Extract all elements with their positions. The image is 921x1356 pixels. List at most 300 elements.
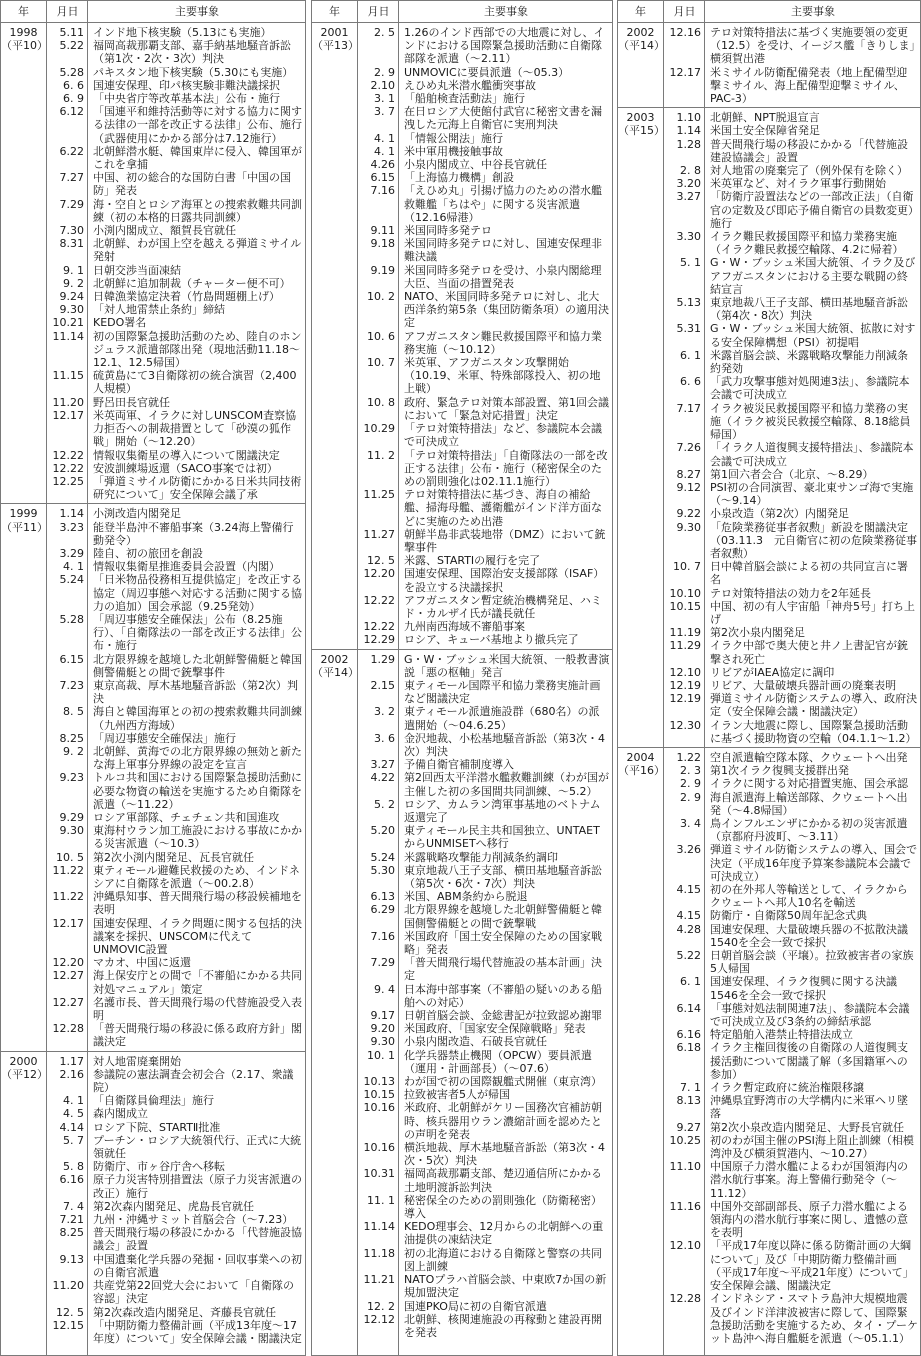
event-date: 1.14 xyxy=(676,124,701,138)
event-date: 6.14 xyxy=(676,1001,701,1015)
table-row xyxy=(663,975,920,1001)
table-row xyxy=(357,528,612,554)
table-row xyxy=(663,923,920,949)
event-date: 3. 6 xyxy=(374,731,395,745)
table-row xyxy=(46,547,305,560)
event-date: 7.17 xyxy=(676,401,701,415)
event-date: 7.30 xyxy=(59,224,84,238)
event-date: 10. 6 xyxy=(367,329,395,343)
event-date: 2. 8 xyxy=(680,164,701,178)
table-row xyxy=(46,79,305,92)
event-date: 6.15 xyxy=(370,171,395,185)
table-row xyxy=(357,184,612,224)
event-date: 5.24 xyxy=(370,850,395,864)
event-date: 5. 8 xyxy=(63,1160,84,1174)
event-text: 「テロ対策特措法」など、参議院本会議で可決成立 xyxy=(404,422,602,449)
event-date: 9.12 xyxy=(676,480,701,494)
event-date: 7. 1 xyxy=(680,1081,701,1095)
year-label: 2001 xyxy=(320,26,349,39)
event-date: 10.25 xyxy=(669,1133,701,1147)
event-date: 9.24 xyxy=(59,290,84,304)
event-date: 4.22 xyxy=(370,771,395,785)
table-row xyxy=(46,1121,305,1134)
event-date: 2. 3 xyxy=(680,764,701,778)
event-date: 5.13 xyxy=(676,296,701,310)
event-date: 9.11 xyxy=(370,224,395,238)
table-row xyxy=(46,1200,305,1213)
table-row xyxy=(46,771,305,811)
table-row xyxy=(357,105,612,131)
event-text: 東京地裁八王子支部、横田基地騒音訴訟（第4次・8次）判決 xyxy=(710,296,908,323)
event-date: 1.17 xyxy=(59,1054,84,1068)
event-text: 国連安保理、国際治安支援部隊（ISAF）を設立する決議採択 xyxy=(404,567,605,594)
event-date: 11.25 xyxy=(363,488,395,502)
table-row xyxy=(357,653,612,679)
table-row xyxy=(357,1075,612,1088)
event-list xyxy=(357,653,612,1340)
event-text: 小渕内閣成立、額賀長官就任 xyxy=(93,224,236,238)
event-date: 6. 9 xyxy=(63,92,84,106)
era-label: （平12） xyxy=(1,1067,48,1081)
header-year: 年 xyxy=(635,5,646,18)
event-date: 12.20 xyxy=(52,956,84,970)
year-group xyxy=(312,650,612,1342)
event-date: 9.22 xyxy=(676,507,701,521)
event-text: パキスタン地下核実験（5.30にも実施） xyxy=(93,65,294,79)
event-date: 8. 5 xyxy=(63,705,84,719)
event-text: 米露、STARTⅠの履行を完了 xyxy=(404,554,541,568)
event-text: 米ミサイル防衛配備発表（地上配備型迎撃ミサイル、海上配備型迎撃ミサイル、PAC-3） xyxy=(710,65,908,106)
event-date: 7.21 xyxy=(59,1213,84,1227)
event-text: 北朝鮮、NPT脱退宣言 xyxy=(710,111,820,125)
event-date: 12.30 xyxy=(669,718,701,732)
table-row xyxy=(663,949,920,975)
event-date: 10. 7 xyxy=(673,560,701,574)
event-text: 国連PKO局に初の自衛官派遣 xyxy=(404,1299,547,1313)
event-text: 「船舶検査活動法」施行 xyxy=(404,92,525,106)
table-row xyxy=(46,277,305,290)
event-text: 予備自衛官補制度導入 xyxy=(404,758,514,772)
event-text: G・W・ブッシュ米国大統領、イラク及びアフガニスタンにおける主要な戦闘の終結宣言 xyxy=(710,256,916,296)
event-text: 沖縄県知事、普天間飛行場の移設候補地を表明 xyxy=(93,890,302,917)
year-group xyxy=(1,1052,305,1347)
table-row xyxy=(663,1292,920,1345)
table-row xyxy=(663,817,920,843)
event-date: 12.16 xyxy=(669,26,701,39)
era-label: （平14） xyxy=(312,665,359,679)
event-date: 11.22 xyxy=(52,863,84,877)
event-date: 11.29 xyxy=(669,639,701,653)
event-date: 5. 1 xyxy=(680,256,701,270)
event-text: 中国、初の有人宇宙船「神舟5号」打ち上げ xyxy=(710,599,915,626)
event-text: 化学兵器禁止機関（OPCW）要員派遣（運用・計画部長）（～07.6） xyxy=(404,1048,592,1075)
table-row xyxy=(46,1055,305,1068)
table-row xyxy=(46,316,305,329)
event-date: 12.27 xyxy=(52,969,84,983)
table-row xyxy=(46,224,305,237)
event-text: 「国連平和維持活動等に対する協力に関する法律の一部を改正する法律」公布、施行（武器使用にかかる部分は7.12施行） xyxy=(93,105,302,145)
table-row xyxy=(46,264,305,277)
event-date: 5.20 xyxy=(370,824,395,838)
event-date: 10. 8 xyxy=(367,395,395,409)
event-date: 5.22 xyxy=(676,949,701,963)
header-event: 主要事象 xyxy=(791,5,835,18)
event-text: テロ対策特措法に基づく実施要領の変更（12.5）を受け、イージス艦「きりしま」横須賀出港 xyxy=(710,26,916,66)
event-text: 米英両軍、イラクに対しUNSCOM査察協力拒否への制裁措置として「砂漠の狐作戦」開始（～12.20） xyxy=(93,408,297,449)
table-row xyxy=(663,587,920,600)
event-date: 9.29 xyxy=(59,810,84,824)
table-row xyxy=(357,330,612,356)
event-text: 米国同時多発テロを受け、小泉内閣総理大臣、当面の措置発表 xyxy=(404,263,602,290)
event-text: 硫黄島にて3自衛隊初の統合演習（2,400人規模） xyxy=(93,369,297,396)
event-date: 4. 1 xyxy=(63,560,84,574)
event-text: 初のわが国主催のPSI海上阻止訓練（相模湾沖及び横須賀港内、～10.27） xyxy=(710,1133,914,1161)
event-date: 12.19 xyxy=(669,692,701,706)
event-text: 東京地裁八王子支部、横田基地騒音訴訟（第5次・6次・7次）判決 xyxy=(404,863,602,890)
table-row xyxy=(663,230,920,256)
era-label: （平13） xyxy=(312,39,359,53)
event-date: 9.30 xyxy=(59,303,84,317)
event-date: 8.27 xyxy=(676,467,701,481)
event-text: 特定船舶入港禁止特措法成立 xyxy=(710,1028,853,1042)
table-row xyxy=(46,449,305,462)
table-row xyxy=(663,256,920,296)
event-text: 東京高裁、厚木基地騒音訴訟（第2次）判決 xyxy=(93,678,298,706)
table-row xyxy=(663,600,920,626)
table-row xyxy=(46,462,305,475)
event-date: 1.29 xyxy=(370,652,395,666)
event-list xyxy=(663,111,920,745)
year-group xyxy=(618,23,920,108)
event-date: 5.11 xyxy=(59,26,84,39)
table-row xyxy=(663,791,920,817)
event-text: 「武力攻撃事態対処関連3法」、参議院本会議で可決成立 xyxy=(710,375,910,402)
event-text: 北方限界線を越境した北朝鮮警備艇と韓国側警備艇との間で銃撃事件 xyxy=(93,652,302,679)
event-text: 「弾道ミサイル防衛にかかる日米共同技術研究について」安全保障会議了承 xyxy=(93,474,302,502)
event-text: 「周辺事態安全確保法」施行 xyxy=(93,731,236,745)
event-text: 米露首脳会談、米露戦略攻撃能力削減条約発効 xyxy=(710,348,908,376)
table-row xyxy=(46,26,305,39)
event-date: 9. 1 xyxy=(63,263,84,277)
event-date: 11.20 xyxy=(52,1279,84,1293)
event-text: 「周辺事態安全確保法」公布（8.25施行）、「自衛隊法の一部を改正する法律」公布・施行 xyxy=(93,612,302,653)
event-date: 2.15 xyxy=(370,678,395,692)
event-date: 4.15 xyxy=(676,883,701,896)
event-date: 11.20 xyxy=(52,395,84,409)
table-row xyxy=(357,396,612,422)
header-year: 年 xyxy=(329,5,340,18)
event-text: 小渕改造内閣発足 xyxy=(93,507,181,521)
event-date: 10.16 xyxy=(363,1141,395,1155)
table-row xyxy=(663,626,920,639)
table-row xyxy=(357,1088,612,1101)
event-date: 8.25 xyxy=(59,731,84,745)
table-row xyxy=(663,1002,920,1028)
event-text: 「上海協力機構」創設 xyxy=(404,171,514,185)
event-date: 12.12 xyxy=(363,1312,395,1326)
table-row xyxy=(357,620,612,633)
event-text: 在日ロシア大使館付武官に秘密文書を漏洩した元海上自衛官に実刑判決 xyxy=(404,105,602,132)
era-label: （平15） xyxy=(618,124,665,138)
event-date: 2. 9 xyxy=(680,777,701,791)
era-label: （平11） xyxy=(1,520,48,534)
event-text: G・W・ブッシュ米国大統領、一般教書演説「悪の枢軸」発言 xyxy=(404,652,610,679)
table-row xyxy=(357,983,612,1009)
event-text: 鳥インフルエンザにかかる初の災害派遣（京都府丹波町、～3.11） xyxy=(710,816,908,844)
table-row xyxy=(357,1101,612,1141)
table-row xyxy=(663,190,920,230)
event-text: 防衛庁、市ヶ谷庁舎へ移転 xyxy=(93,1160,225,1174)
event-date: 8.31 xyxy=(59,237,84,251)
event-text: 北朝鮮に追加制裁（チャーター便不可） xyxy=(93,276,291,290)
year-group xyxy=(312,23,612,650)
event-date: 10.15 xyxy=(669,599,701,613)
event-text: 1.26のインド西部での大地震に対し、インドにおける国際緊急援助活動に自衛隊部隊を派遣（～2.11） xyxy=(404,26,605,66)
event-text: リビア、大量破壊兵器計画の廃棄表明 xyxy=(710,678,897,692)
event-text: 陸自、初の旅団を創設 xyxy=(93,546,203,560)
event-text: 空自派遣輸空隊本隊、クウェートへ出発 xyxy=(710,750,908,764)
event-date: 5.28 xyxy=(59,65,84,79)
table-row xyxy=(46,521,305,547)
event-date: 7.29 xyxy=(59,197,84,211)
year-cell xyxy=(1,1055,46,1345)
event-text: 北朝鮮、わが国上空を越える弾道ミサイル発射 xyxy=(93,237,302,264)
table-row xyxy=(663,1134,920,1160)
event-date: 10. 2 xyxy=(367,290,395,304)
year-label: 2002 xyxy=(320,652,349,666)
event-text: UNMOVICに要員派遣（～05.3） xyxy=(404,65,570,79)
event-date: 10.16 xyxy=(363,1101,395,1115)
table-row xyxy=(46,303,305,316)
event-date: 8.25 xyxy=(59,1226,84,1240)
event-date: 11.22 xyxy=(52,890,84,904)
year-group xyxy=(1,504,305,1051)
event-date: 12.15 xyxy=(52,1318,84,1332)
event-date: 12.22 xyxy=(52,461,84,475)
table-row xyxy=(46,705,305,731)
header-year: 年 xyxy=(18,5,29,18)
year-label: 2002 xyxy=(626,26,655,39)
event-text: 米国政府、「国家安全保障戦略」発表 xyxy=(404,1022,586,1036)
event-text: 海自と韓国海軍との初の捜索救難共同訓練（九州西方海域） xyxy=(93,705,302,732)
event-text: ロシア、キューバ基地より撤兵完了 xyxy=(404,633,579,647)
table-row xyxy=(663,1028,920,1041)
event-date: 2. 5 xyxy=(374,26,395,39)
event-text: 「平成17年度以降に係る防衛計画の大綱について」及び「中期防衛力整備計画（平成17年度～平成21年度）について」安全保障会議、閣議決定 xyxy=(710,1239,914,1293)
table-row xyxy=(46,969,305,995)
event-date: 9.19 xyxy=(370,263,395,277)
event-text: 小泉内閣成立、中谷長官就任 xyxy=(404,158,547,172)
table-row xyxy=(663,521,920,561)
table-row xyxy=(663,692,920,718)
event-date: 12.29 xyxy=(363,633,395,647)
table-row xyxy=(663,322,920,348)
event-text: 日韓漁業協定決着（竹島問題棚上げ） xyxy=(93,290,280,304)
event-text: 名護市長、普天間飛行場の代替施設受入表明 xyxy=(93,995,302,1023)
event-text: 海上保安庁との間で「不審船にかかる共同対処マニュアル」策定 xyxy=(93,969,302,996)
year-label: 2004 xyxy=(626,750,655,764)
table-row xyxy=(46,1306,305,1319)
event-date: 7.16 xyxy=(370,184,395,198)
event-date: 10. 7 xyxy=(367,356,395,370)
table-row xyxy=(663,1121,920,1134)
era-label: （平16） xyxy=(618,764,665,778)
event-text: 海・空自とロシア海軍との捜索救難共同訓練（初の本格的日露共同訓練） xyxy=(93,197,302,224)
table-row xyxy=(357,1220,612,1246)
event-date: 4.26 xyxy=(370,158,395,172)
event-text: 初の北海道における自衛隊と警察の共同図上訓練 xyxy=(404,1246,602,1273)
table-row xyxy=(46,890,305,916)
event-text: 中国遺棄化学兵器の発掘・回収事業への初の自衛官派遣 xyxy=(93,1252,302,1279)
event-text: 日朝交渉当面凍結 xyxy=(93,263,181,277)
table-row xyxy=(357,633,612,646)
event-date: 6. 6 xyxy=(63,78,84,92)
event-date: 3.27 xyxy=(370,758,395,772)
table-row xyxy=(357,758,612,771)
table-row xyxy=(357,851,612,864)
event-date: 5. 2 xyxy=(374,797,395,811)
table-row xyxy=(663,751,920,764)
event-text: 第2次森内閣発足、虎島長官就任 xyxy=(93,1199,254,1213)
event-text: イラク難民救援国際平和協力業務実施（イラク難民救援空輸隊、4.2に帰着） xyxy=(710,230,904,257)
table-row xyxy=(357,1194,612,1220)
event-text: 第2次小泉内閣発足 xyxy=(710,626,805,640)
table-row xyxy=(663,666,920,679)
event-text: 東海村ウラン加工施設における事故にかかる災害派遣（～10.3） xyxy=(93,824,302,851)
table-row xyxy=(46,409,305,449)
event-date: 7.23 xyxy=(59,678,84,692)
event-text: G・W・ブッシュ米国大統領、拡散に対する安全保障構想（PSI）初提唱 xyxy=(710,322,916,349)
event-date: 9. 2 xyxy=(63,744,84,758)
event-text: 「普天間飛行場の移設に係る政府方針」閣議決定 xyxy=(93,1022,302,1049)
event-date: 7.16 xyxy=(370,929,395,943)
event-date: 6.13 xyxy=(370,890,395,904)
event-text: 中国外交部副部長、原子力潜水艦による領海内の潜水航行事案に関し、遺憾の意を表明 xyxy=(710,1199,908,1240)
table-row xyxy=(357,554,612,567)
table-row xyxy=(357,594,612,620)
event-date: 12.19 xyxy=(669,678,701,692)
table-row xyxy=(663,468,920,481)
event-text: 「普天間飛行場代替施設の基本計画」決定 xyxy=(404,956,602,983)
event-list xyxy=(663,26,920,105)
table-row xyxy=(357,1313,612,1339)
table-row xyxy=(357,1273,612,1299)
event-text: 第2次小泉改造内閣発足、大野長官就任 xyxy=(710,1120,904,1134)
event-date: 3.29 xyxy=(59,546,84,560)
event-text: 中国、初の総合的な国防白書「中国の国防」発表 xyxy=(93,171,291,198)
event-text: 北方限界線を越境した北朝鮮警備艇と韓国側警備艇との間で銃撃戦 xyxy=(404,903,602,930)
event-text: 米国、ABM条約から脱退 xyxy=(404,890,528,904)
event-date: 9.27 xyxy=(676,1120,701,1134)
event-date: 9.30 xyxy=(370,1035,395,1049)
table-row xyxy=(46,1022,305,1048)
table-row xyxy=(46,290,305,303)
table-row xyxy=(663,1160,920,1200)
table-body xyxy=(1,23,305,1347)
table-row xyxy=(357,145,612,158)
table-row xyxy=(663,1081,920,1094)
table-row xyxy=(663,1239,920,1292)
table-row xyxy=(663,441,920,467)
table-row xyxy=(357,824,612,850)
event-text: 対人地雷廃棄開始 xyxy=(93,1054,181,1068)
table-row xyxy=(357,171,612,184)
table-row xyxy=(357,264,612,290)
table-row xyxy=(357,956,612,982)
table-row xyxy=(663,402,920,442)
table-row xyxy=(357,488,612,528)
table-row xyxy=(46,92,305,105)
event-text: リビアがIAEA協定に調印 xyxy=(710,665,835,679)
year-group xyxy=(1,23,305,504)
table-row xyxy=(357,1049,612,1075)
event-date: 6. 1 xyxy=(680,975,701,989)
table-row xyxy=(46,1173,305,1199)
event-text: 第2次森改造内閣発足、斉藤長官就任 xyxy=(93,1305,276,1319)
event-text: 小泉内閣改造、石破長官就任 xyxy=(404,1035,547,1049)
event-text: 第1次イラク復興支援群出発 xyxy=(710,764,849,778)
table-row xyxy=(357,864,612,890)
header-date: 月日 xyxy=(56,5,79,18)
event-text: イラク暫定政府に統治権限移譲 xyxy=(710,1081,864,1095)
event-list xyxy=(357,26,612,647)
table-row xyxy=(357,1300,612,1313)
event-text: 政府、緊急テロ対策本部設置、第1回会議において「緊急対応措置」決定 xyxy=(404,395,609,422)
table-row xyxy=(663,719,920,745)
table-row xyxy=(663,843,920,883)
event-text: アフガニスタン暫定統治機構発足、ハミド・カルザイ氏が議長就任 xyxy=(404,593,602,620)
event-date: 6.18 xyxy=(676,1041,701,1055)
table-row xyxy=(357,679,612,705)
event-text: 東ティモール国際平和協力業務実施計画など閣議決定 xyxy=(404,678,601,706)
event-date: 1.28 xyxy=(676,137,701,151)
table-row xyxy=(46,917,305,957)
chronology-table-right xyxy=(617,0,921,1356)
event-text: 福岡高裁那覇支部、嘉手納基地騒音訴訟（第1次・2次・3次）判決 xyxy=(93,39,291,66)
event-text: 米国政府「国土安全保障のための国家戦略」発表 xyxy=(404,929,602,957)
event-date: 4.14 xyxy=(59,1120,84,1134)
table-row xyxy=(663,507,920,520)
event-text: 国連安保理、イラク復興に関する決議1546を全会一致で採択 xyxy=(710,975,897,1002)
event-text: 日朝首脳会談（平壌）。拉致被害者の家族5人帰国 xyxy=(710,949,914,976)
event-date: 2. 9 xyxy=(680,790,701,804)
event-date: 3.27 xyxy=(676,190,701,204)
table-row xyxy=(46,369,305,395)
event-text: 普天間飛行場の移設にかかる「代替施設建設協議会」設置 xyxy=(710,137,908,164)
event-date: 11.16 xyxy=(669,1199,701,1213)
event-date: 11.15 xyxy=(52,369,84,383)
table-row xyxy=(46,745,305,771)
event-text: 横浜地裁、厚木基地騒音訴訟（第3次・4次・5次）判決 xyxy=(404,1141,605,1168)
event-text: 第2次小渕内閣発足、瓦長官就任 xyxy=(93,850,254,864)
table-row xyxy=(46,613,305,653)
table-row xyxy=(46,1094,305,1107)
year-label: 2003 xyxy=(626,111,655,125)
event-date: 3.26 xyxy=(676,843,701,857)
event-date: 3.20 xyxy=(676,177,701,191)
table-row xyxy=(357,798,612,824)
event-date: 11.27 xyxy=(363,527,395,541)
year-group xyxy=(618,748,920,1347)
table-body xyxy=(618,23,920,1347)
event-date: 11.10 xyxy=(669,1160,701,1174)
event-date: 4.15 xyxy=(676,909,701,923)
event-text: 小泉改造（第2次）内閣発足 xyxy=(710,507,849,521)
table-row xyxy=(663,560,920,586)
year-cell xyxy=(1,26,46,501)
header-event: 主要事象 xyxy=(484,5,528,18)
event-date: 1.10 xyxy=(676,111,701,125)
